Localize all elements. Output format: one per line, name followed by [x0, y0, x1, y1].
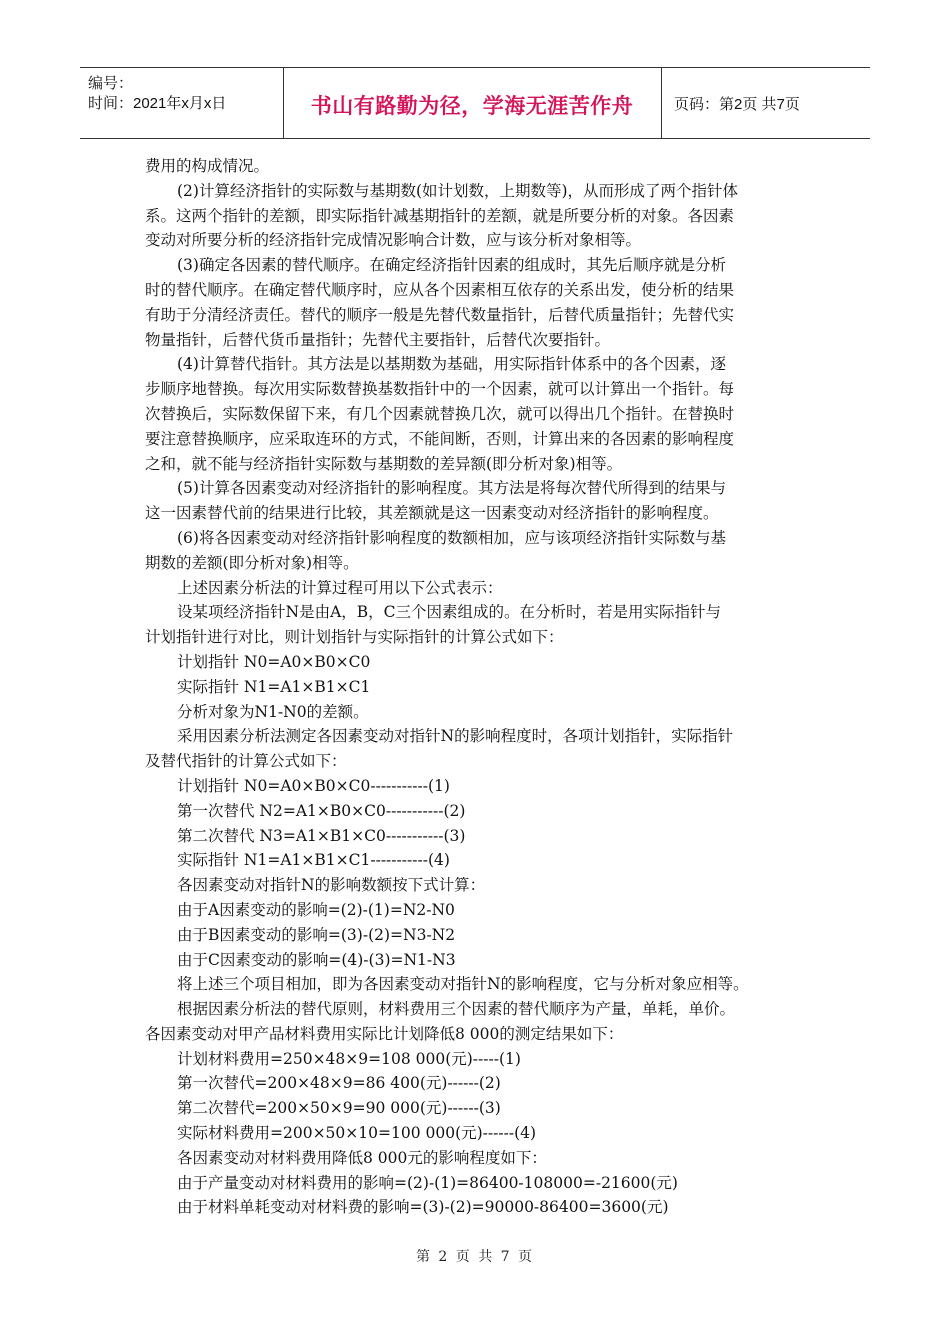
body-line: 这一因素替代前的结果进行比较，其差额就是这一因素变动对经济指针的影响程度。	[145, 504, 719, 523]
body-line: (4)计算替代指针。其方法是以基期数为基础，用实际指针体系中的各个因素，逐	[177, 355, 726, 374]
body-line: 有助于分清经济责任。替代的顺序一般是先替代数量指针，后替代质量指针；先替代实	[145, 305, 735, 324]
body-line: 及替代指针的计算公式如下：	[145, 752, 347, 771]
header-meta-cell	[80, 68, 284, 138]
body-line: 步顺序地替换。每次用实际数替换基数指针中的一个因素，就可以计算出一个指针。每	[145, 380, 735, 399]
body-line: 时的替代顺序。在确定替代顺序时，应从各个因素相互依存的关系出发，使分析的结果	[145, 280, 735, 299]
body-line: 计划指针进行对比，则计划指针与实际指针的计算公式如下：	[145, 628, 564, 647]
body-line: 实际指针 N1=A1×B1×C1-----------(4)	[177, 851, 450, 870]
page-header	[80, 67, 870, 139]
body-line: 上述因素分析法的计算过程可用以下公式表示：	[177, 578, 503, 597]
header-page-info: 页码：第2页 共7页	[674, 96, 800, 113]
body-line: 各因素变动对材料费用降低8 000元的影响程度如下：	[177, 1148, 547, 1167]
body-line: 采用因素分析法测定各因素变动对指针N的影响程度时，各项计划指针，实际指针	[177, 727, 734, 746]
body-line: 将上述三个项目相加，即为各因素变动对指针N的影响程度，它与分析对象应相等。	[177, 975, 749, 994]
body-line: 变动对所要分析的经济指针完成情况影响合计数，应与该分析对象相等。	[145, 231, 642, 250]
body-line: 第一次替代=200×48×9=86 400(元)------(2)	[177, 1074, 501, 1093]
body-line: 各因素变动对指针N的影响数额按下式计算：	[177, 876, 486, 895]
body-line: 各因素变动对甲产品材料费用实际比计划降低8 000的测定结果如下：	[145, 1024, 624, 1043]
body-line: 第一次替代 N2=A1×B0×C0-----------(2)	[177, 801, 466, 820]
body-line: 实际材料费用=200×50×10=100 000(元)------(4)	[177, 1124, 537, 1143]
body-line: 要注意替换顺序，应采取连环的方式，不能间断，否则，计算出来的各因素的影响程度	[145, 429, 735, 448]
body-line: 计划材料费用=250×48×9=108 000(元)-----(1)	[177, 1049, 521, 1068]
body-line: 实际指针 N1=A1×B1×C1	[177, 677, 371, 696]
body-line: 计划指针 N0=A0×B0×C0	[177, 652, 371, 671]
header-motto: 书山有路勤为径，学海无涯苦作舟	[310, 94, 634, 118]
body-line: (5)计算各因素变动对经济指针的影响程度。其方法是将每次替代所得到的结果与	[177, 479, 726, 498]
body-line: 计划指针 N0=A0×B0×C0-----------(1)	[177, 776, 450, 795]
document-number-label: 编号：	[88, 75, 134, 92]
document-body	[145, 154, 815, 1220]
header-motto-cell	[283, 68, 662, 138]
body-line: 由于B因素变动的影响=(3)-(2)=N3-N2	[177, 925, 456, 944]
body-line: 由于A因素变动的影响=(2)-(1)=N2-N0	[177, 900, 455, 919]
body-line: 根据因素分析法的替代原则，材料费用三个因素的替代顺序为产量，单耗，单价。	[177, 1000, 736, 1019]
body-line: 期数的差额(即分析对象)相等。	[145, 553, 359, 572]
body-line: 之和，就不能与经济指针实际数与基期数的差异额(即分析对象)相等。	[145, 454, 623, 473]
body-line: (6)将各因素变动对经济指针影响程度的数额相加，应与该项经济指针实际数与基	[177, 528, 726, 547]
body-line: 由于材料单耗变动对材料费的影响=(3)-(2)=90000-86400=3600(元)	[177, 1198, 669, 1217]
body-line: 第二次替代 N3=A1×B1×C0-----------(3)	[177, 826, 466, 845]
body-line: 设某项经济指针N是由A，B，C三个因素组成的。在分析时，若是用实际指针与	[177, 603, 722, 622]
body-line: 系。这两个指针的差额，即实际指针减基期指针的差额，就是所要分析的对象。各因素	[145, 206, 735, 225]
body-line: (3)确定各因素的替代顺序。在确定经济指针因素的组成时，其先后顺序就是分析	[177, 256, 726, 275]
document-date-label: 时间：2021年x月x日	[88, 95, 227, 112]
body-line: 分析对象为N1-N0的差额。	[177, 702, 369, 721]
body-line: 第二次替代=200×50×9=90 000(元)------(3)	[177, 1099, 501, 1118]
body-line: 物量指针，后替代货币量指针；先替代主要指针，后替代次要指针。	[145, 330, 611, 349]
page-footer: 第 2 页 共 7 页	[415, 1249, 535, 1265]
header-page-cell	[663, 68, 870, 138]
body-line: 由于C因素变动的影响=(4)-(3)=N1-N3	[177, 950, 456, 969]
body-line: 次替换后，实际数保留下来，有几个因素就替换几次，就可以得出几个指针。在替换时	[145, 404, 735, 423]
body-line: 费用的构成情况。	[145, 157, 270, 175]
body-line: 由于产量变动对材料费用的影响=(2)-(1)=86400-108000=-21600(元)	[177, 1173, 678, 1192]
body-line: (2)计算经济指针的实际数与基期数(如计划数，上期数等)，从而形成了两个指针体	[177, 181, 739, 200]
